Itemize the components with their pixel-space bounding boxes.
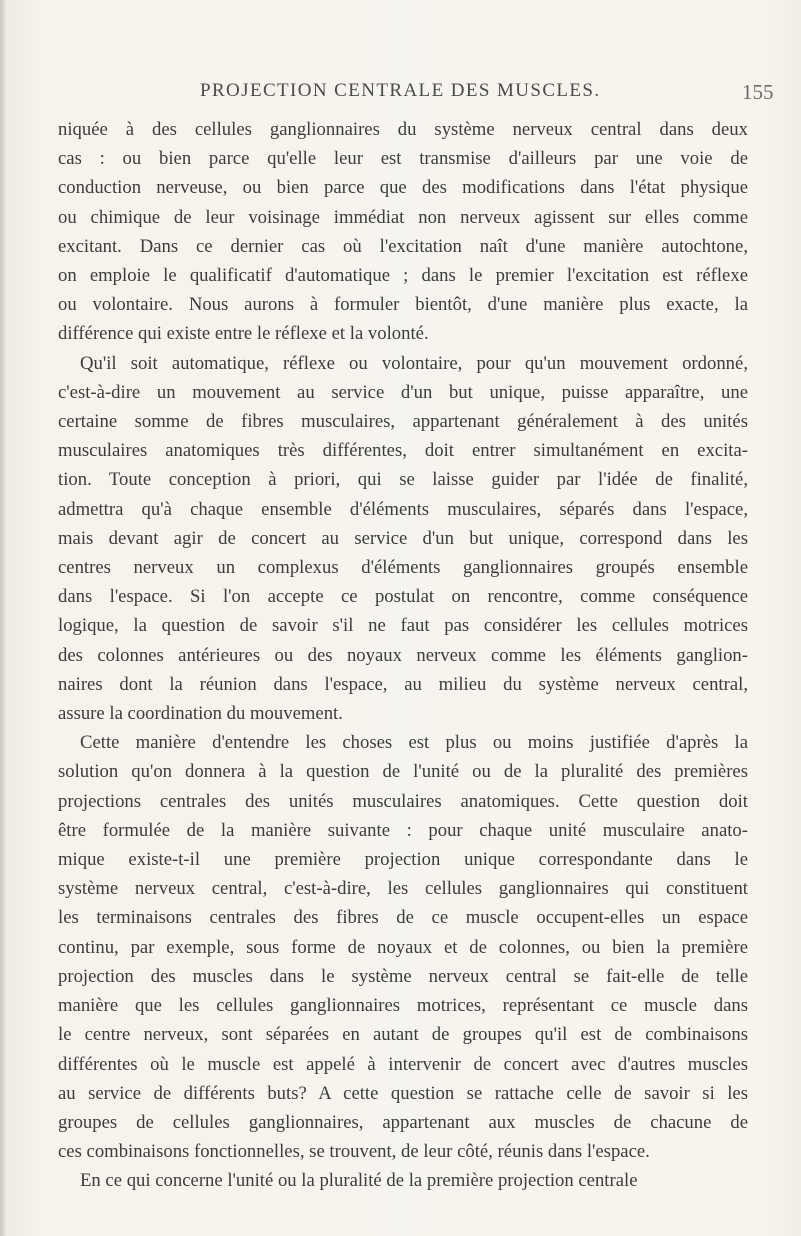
text-line: c'est-à-dire un mouvement au service d'un but unique, puisse apparaître, une	[58, 381, 748, 403]
text-line: En ce qui concerne l'unité ou la pluralité de la première projection centrale	[80, 1170, 638, 1192]
text-line: certaine somme de fibres musculaires, appartenant généralement à des unités	[58, 411, 748, 433]
text-line: musculaires anatomiques très différentes, doit entrer simultanément en excita-	[58, 440, 748, 462]
paragraph	[58, 115, 748, 349]
text-line: manière que les cellules ganglionnaires motrices, représentant ce muscle dans	[58, 995, 748, 1017]
text-line: centres nerveux un complexus d'éléments ganglionnaires groupés ensemble	[58, 557, 748, 579]
text-line: système nerveux central, c'est-à-dire, les cellules ganglionnaires qui constituent	[58, 878, 748, 900]
text-line: dans l'espace. Si l'on accepte ce postulat on rencontre, comme conséquence	[58, 586, 748, 608]
paragraph	[58, 1166, 748, 1195]
text-line: Qu'il soit automatique, réflexe ou volontaire, pour qu'un mouvement ordonné,	[80, 352, 748, 374]
text-line: admettra qu'à chaque ensemble d'éléments musculaires, séparés dans l'espace,	[58, 498, 748, 520]
paragraph	[58, 349, 748, 729]
text-line: tion. Toute conception à priori, qui se laisse guider par l'idée de finalité,	[58, 469, 748, 491]
body-text	[58, 115, 748, 1196]
page-gutter-shadow	[0, 0, 6, 1236]
text-line: projection des muscles dans le système nerveux central se fait-elle de telle	[58, 965, 748, 987]
text-line: mique existe-t-il une première projection unique correspondante dans le	[58, 849, 748, 871]
text-line: assure la coordination du mouvement.	[58, 703, 343, 725]
text-line: solution qu'on donnera à la question de l'unité ou de la pluralité des premières	[58, 761, 748, 783]
text-line: excitant. Dans ce dernier cas où l'excitation naît d'une manière autochtone,	[58, 235, 748, 257]
text-line: niquée à des cellules ganglionnaires du système nerveux central dans deux	[58, 119, 748, 140]
text-line: ces combinaisons fonctionnelles, se trouvent, de leur côté, réunis dans l'espace.	[58, 1141, 650, 1163]
text-line: continu, par exemple, sous forme de noyaux et de colonnes, ou bien la première	[58, 936, 748, 958]
text-line: différence qui existe entre le réflexe et la volonté.	[58, 323, 429, 345]
paragraph	[58, 728, 748, 1166]
text-line: groupes de cellules ganglionnaires, appartenant aux muscles de chacune de	[58, 1111, 748, 1133]
text-line: des colonnes antérieures ou des noyaux nerveux comme les éléments ganglion-	[58, 644, 748, 666]
text-line: être formulée de la manière suivante : pour chaque unité musculaire anato-	[58, 819, 748, 841]
text-line: mais devant agir de concert au service d'un but unique, correspond dans les	[58, 527, 748, 549]
text-line: conduction nerveuse, ou bien parce que des modifications dans l'état physique	[58, 177, 748, 199]
text-line: différentes où le muscle est appelé à intervenir de concert avec d'autres muscles	[58, 1053, 748, 1075]
page-number: 155	[742, 80, 774, 104]
text-line: on emploie le qualificatif d'automatique ; dans le premier l'excitation est réflexe	[58, 265, 748, 287]
text-line: cas : ou bien parce qu'elle leur est transmise d'ailleurs par une voie de	[58, 148, 748, 170]
text-line: les terminaisons centrales des fibres de ce muscle occupent-elles un espace	[58, 907, 748, 929]
text-line: projections centrales des unités musculaires anatomiques. Cette question doit	[58, 790, 748, 812]
text-line: naires dont la réunion dans l'espace, au milieu du système nerveux central,	[58, 673, 748, 695]
text-line: au service de différents buts? A cette question se rattache celle de savoir si les	[58, 1082, 748, 1104]
text-line: ou volontaire. Nous aurons à formuler bientôt, d'une manière plus exacte, la	[58, 294, 748, 316]
text-line: le centre nerveux, sont séparées en autant de groupes qu'il est de combinaisons	[58, 1024, 748, 1046]
running-head-title: PROJECTION CENTRALE DES MUSCLES.	[200, 80, 601, 101]
text-line: logique, la question de savoir s'il ne faut pas considérer les cellules motrices	[58, 615, 748, 637]
text-line: ou chimique de leur voisinage immédiat non nerveux agissent sur elles comme	[58, 206, 748, 228]
text-line: Cette manière d'entendre les choses est plus ou moins justifiée d'après la	[80, 732, 748, 754]
